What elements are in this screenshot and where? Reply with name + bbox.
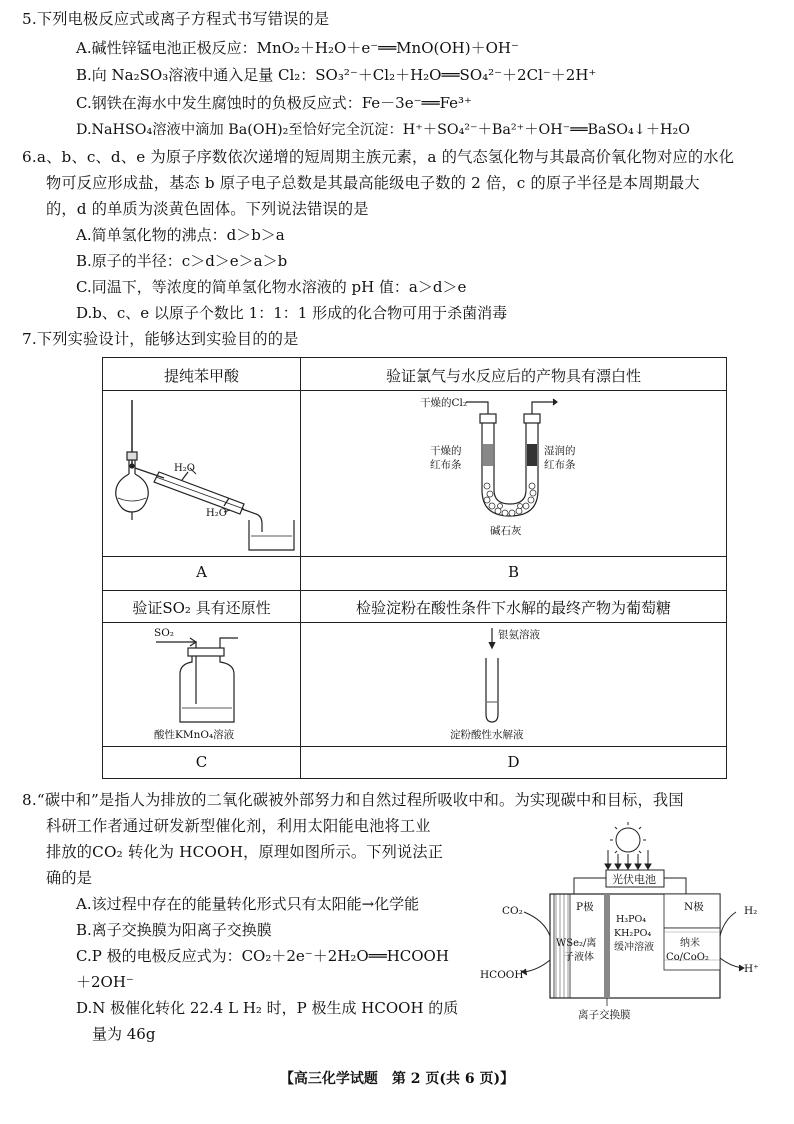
dry-cloth-label-1: 干燥的 <box>430 445 462 457</box>
ion-exchange-membrane-icon <box>604 894 610 998</box>
q8-option-d-cont: 量为 46g <box>92 1025 156 1043</box>
ionic-liquid-label-1: WSe₂/离 <box>556 938 597 949</box>
electrolysis-cell-figure <box>478 820 778 1035</box>
q5-option-c: C.钢铁在海水中发生腐蚀时的负极反应式：Fe－3e⁻══Fe³⁺ <box>76 94 472 112</box>
q5-stem: 5.下列电极反应式或离子方程式书写错误的是 <box>22 10 330 28</box>
nano-label-2: Co/CoO₂ <box>666 952 709 963</box>
ionic-liquid-label-2: 子液体 <box>564 952 594 963</box>
nano-label-1: 纳米 <box>680 938 700 949</box>
q8-option-c: C.P 极的电极反应式为：CO₂＋2e⁻＋2H₂O══HCOOH <box>76 947 449 965</box>
membrane-label: 离子交换膜 <box>578 1009 631 1021</box>
q6-option-b: B.原子的半径：c＞d＞e＞a＞b <box>76 252 288 270</box>
cell-c-label: C <box>195 753 208 771</box>
starch-hydrolysate-label: 淀粉酸性水解液 <box>450 729 524 741</box>
page-footer: 【高三化学试题 第 2 页(共 6 页)】 <box>279 1071 515 1087</box>
u-tube-figure <box>410 394 620 554</box>
q6-option-a: A.简单氢化物的沸点：d＞b＞a <box>76 226 285 244</box>
soda-lime-label: 碱石灰 <box>490 525 522 537</box>
wet-cloth-label-2: 红布条 <box>544 459 576 471</box>
cell-c-title: 验证SO₂ 具有还原性 <box>132 599 271 617</box>
q6-stem-line-2: 物可反应形成盐，基态 b 原子电子总数是其最高能级电子数的 2 倍，c 的原子半径是本周期最大 <box>46 174 700 192</box>
gas-washing-bottle-figure <box>150 624 270 744</box>
q5-option-a: A.碱性锌锰电池正极反应：MnO₂＋H₂O＋e⁻══MnO(OH)＋OH⁻ <box>76 39 519 57</box>
cell-d-label: D <box>507 753 520 771</box>
distillation-apparatus-figure <box>104 392 299 554</box>
q6-option-d: D.b、c、e 以原子个数比 1：1：1 形成的化合物可用于杀菌消毒 <box>76 304 508 322</box>
buffer-label-3: 缓冲溶液 <box>614 942 654 953</box>
q8-option-c-cont: ＋2OH⁻ <box>76 973 134 991</box>
buffer-label-2: KH₂PO₄ <box>614 928 652 939</box>
dry-cloth-strip-icon <box>483 444 493 466</box>
q6-stem-line-3: 的，d 的单质为淡黄色固体。下列说法错误的是 <box>46 200 369 218</box>
wet-cloth-strip-icon <box>527 444 537 466</box>
q8-stem-line-1: 8.“碳中和”是指人为排放的二氧化碳被外部努力和自然过程所吸收中和。为实现碳中和目标，我国 <box>22 791 684 809</box>
q8-stem-line-3: 排放的CO₂ 转化为 HCOOH，原理如图所示。下列说法正 <box>46 843 444 861</box>
wet-cloth-label-1: 湿润的 <box>544 445 576 457</box>
cell-a-label: A <box>196 563 207 581</box>
silver-ammonia-label: 银氨溶液 <box>498 629 540 641</box>
q6-option-c: C.同温下，等浓度的简单氢化物水溶液的 pH 值：a＞d＞e <box>76 278 467 296</box>
dry-cl2-label: 干燥的Cl₂ <box>420 397 468 409</box>
n-electrode-label: N极 <box>684 901 704 913</box>
test-tube-figure <box>440 626 580 744</box>
hplus-label: H⁺ <box>744 963 759 975</box>
q5-option-b: B.向 Na₂SO₃溶液中通入足量 Cl₂：SO₃²⁻＋Cl₂＋H₂O══SO₄²⁻＋2Cl⁻＋2H⁺ <box>76 66 597 84</box>
kmno4-label: 酸性KMnO₄溶液 <box>154 729 235 741</box>
pv-cell-label: 光伏电池 <box>612 873 656 886</box>
q8-option-a: A.该过程中存在的能量转化形式只有太阳能→化学能 <box>76 895 420 913</box>
h2-label: H₂ <box>744 905 758 917</box>
buffer-label-1: H₃PO₄ <box>616 914 647 925</box>
so2-label: SO₂ <box>154 627 175 639</box>
water-inlet-label: H₂O <box>174 463 195 474</box>
cell-b-title: 验证氯气与水反应后的产物具有漂白性 <box>385 367 641 385</box>
water-outlet-label: H₂O <box>206 508 227 519</box>
cell-b-label: B <box>507 563 520 581</box>
p-electrode-label: P极 <box>576 901 594 913</box>
q8-stem-line-2: 科研工作者通过研发新型催化剂，利用太阳能电池将工业 <box>46 817 431 835</box>
q8-option-b: B.离子交换膜为阳离子交换膜 <box>76 921 272 939</box>
q8-option-d: D.N 极催化转化 22.4 L H₂ 时，P 极生成 HCOOH 的质 <box>76 999 459 1017</box>
q5-option-d: D.NaHSO₄溶液中滴加 Ba(OH)₂至恰好完全沉淀：H⁺＋SO₄²⁻＋Ba²⁺＋OH⁻══BaSO₄↓＋H₂O <box>76 122 690 138</box>
dry-cloth-label-2: 红布条 <box>430 459 462 471</box>
hcooh-label: HCOOH <box>480 969 524 981</box>
q6-stem-line-1: 6.a、b、c、d、e 为原子序数依次递增的短周期主族元素，a 的气态氢化物与其最高价氧化物对应的水化 <box>22 148 735 166</box>
cell-d-title: 检验淀粉在酸性条件下水解的最终产物为葡萄糖 <box>355 599 671 617</box>
q8-stem-line-4: 确的是 <box>46 869 93 887</box>
co2-label: CO₂ <box>502 905 523 917</box>
cell-a-title: 提纯苯甲酸 <box>163 367 239 385</box>
sun-icon <box>610 822 646 858</box>
q7-stem: 7.下列实验设计，能够达到实验目的的是 <box>22 330 299 348</box>
